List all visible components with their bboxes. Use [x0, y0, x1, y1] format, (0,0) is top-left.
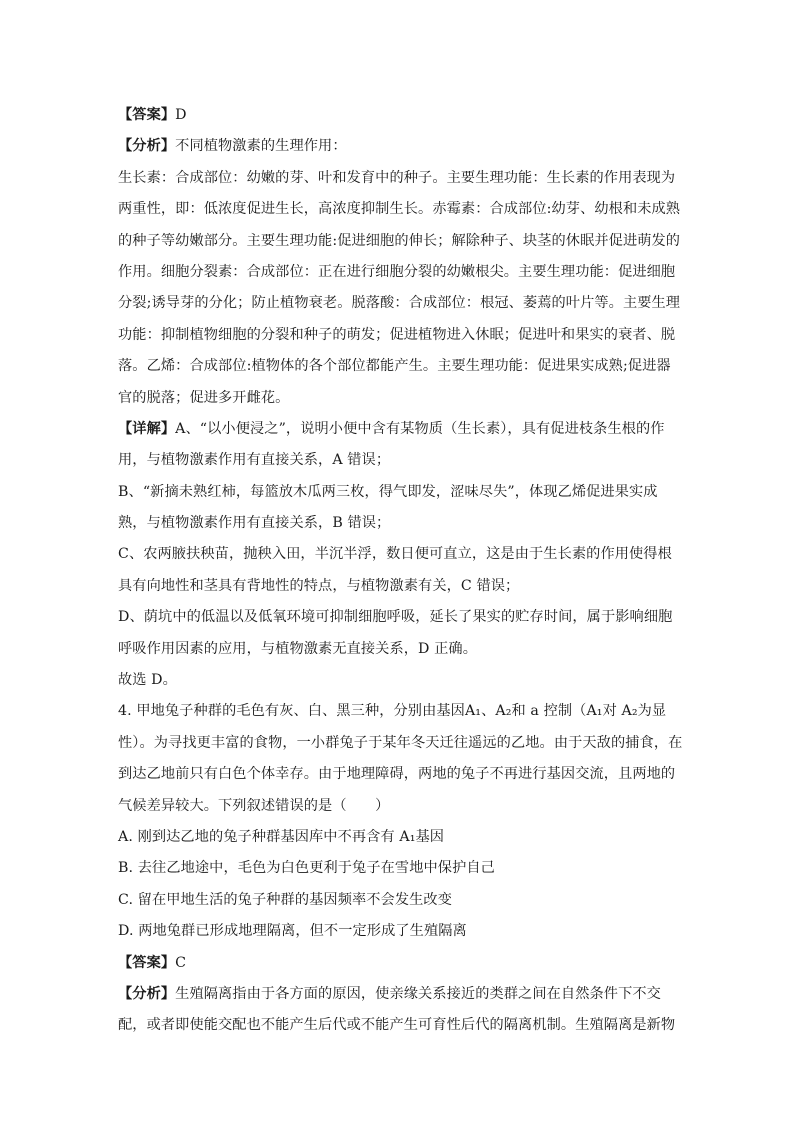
text-line: 配，或者即使能交配也不能产生后代或不能产生可育性后代的隔离机制。生殖隔离是新物: [118, 1017, 676, 1034]
analysis-label: 【分析】: [118, 985, 176, 1002]
question-line: 性）。为寻找更丰富的食物，一小群兔子于某年冬天迁往遥远的乙地。由于天敌的捕食，在: [118, 734, 683, 751]
text-line: 熟，与植物激素作用有直接关系，B 错误；: [118, 515, 391, 532]
option-d: D. 两地兔群已形成地理隔离，但不一定形成了生殖隔离: [118, 923, 467, 940]
answer-line: [118, 100, 678, 131]
analysis-label: 【分析】: [118, 138, 176, 155]
text-line: 用，与植物激素作用有直接关系，A 错误；: [118, 452, 391, 469]
option-a: A. 刚到达乙地的兔子种群基因库中不再含有 A₁基因: [118, 828, 445, 845]
text-line: 故选 D。: [118, 672, 177, 689]
detail-label: 【详解】: [118, 420, 176, 437]
answer-label: 【答案】: [118, 107, 176, 123]
text-line: 落。乙烯：合成部位:植物体的各个部位都能产生。主要生理功能：促进果实成熟;促进器: [118, 358, 671, 375]
option-b: B. 去往乙地途中，毛色为白色更利于兔子在雪地中保护自己: [118, 860, 495, 877]
analysis-line: [118, 979, 678, 1010]
answer-line: [118, 948, 678, 979]
text-line: D、荫坑中的低温以及低氧环境可抑制细胞呼吸，延长了果实的贮存时间，属于影响细胞: [118, 609, 673, 626]
answer-label: 【答案】: [118, 954, 176, 971]
text-line: C、农两腋扶秧苗，抛秧入田，半沉半浮，数日便可直立，这是由于生长素的作用使得根: [118, 546, 672, 563]
document-page: [118, 100, 683, 1042]
detail-line: [118, 414, 678, 445]
text-line: B、“新摘未熟红柿，每篮放木瓜两三枚，得气即发，涩味尽失”，体现乙烯促进果实成: [118, 483, 658, 500]
analysis-text: 不同植物激素的生理作用：: [175, 138, 347, 155]
text-line: 具有向地性和茎具有背地性的特点，与植物激素有关，C 错误；: [118, 577, 520, 594]
text-line: 作用。细胞分裂素：合成部位：正在进行细胞分裂的幼嫩根尖。主要生理功能：促进细胞: [118, 263, 676, 280]
text-line: 官的脱落；促进多开雌花。: [118, 389, 290, 406]
text-line: 生长素：合成部位：幼嫩的芽、叶和发育中的种子。主要生理功能：生长素的作用表现为: [118, 169, 676, 186]
detail-text: A、“以小便浸之”，说明小便中含有某物质（生长素），具有促进枝条生根的作: [175, 420, 665, 437]
text-line: 功能：抑制植物细胞的分裂和种子的萌发；促进植物进入休眠；促进叶和果实的衰者、脱: [118, 326, 676, 343]
analysis-text: 生殖隔离指由于各方面的原因，使亲缘关系接近的类群之间在自然条件下不交: [175, 985, 661, 1002]
text-line: 的种子等幼嫩部分。主要生理功能:促进细胞的伸长；解除种子、块茎的休眠并促进萌发的: [118, 232, 681, 249]
question-line: 4. 甲地兔子种群的毛色有灰、白、黑三种，分别由基因A₁、A₂和 a 控制（A₁对 A₂为显: [118, 703, 667, 720]
option-c: C. 留在甲地生活的兔子种群的基因频率不会发生改变: [118, 891, 452, 908]
answer-value: C: [175, 954, 187, 971]
question-line: 气候差异较大。下列叙述错误的是（ ）: [118, 797, 390, 814]
answer-value: D: [175, 107, 187, 123]
question-line: 到达乙地前只有白色个体幸存。由于地理障碍，两地的兔子不再进行基因交流，且两地的: [118, 766, 676, 783]
text-line: 分裂;诱导芽的分化；防止植物衰老。脱落酸：合成部位：根冠、萎蔫的叶片等。主要生理: [118, 295, 681, 312]
analysis-line: [118, 131, 678, 162]
text-line: 两重性，即：低浓度促进生长，高浓度抑制生长。赤霉素：合成部位:幼芽、幼根和未成熟: [118, 201, 681, 218]
text-line: 呼吸作用因素的应用，与植物激素无直接关系，D 正确。: [118, 640, 477, 657]
